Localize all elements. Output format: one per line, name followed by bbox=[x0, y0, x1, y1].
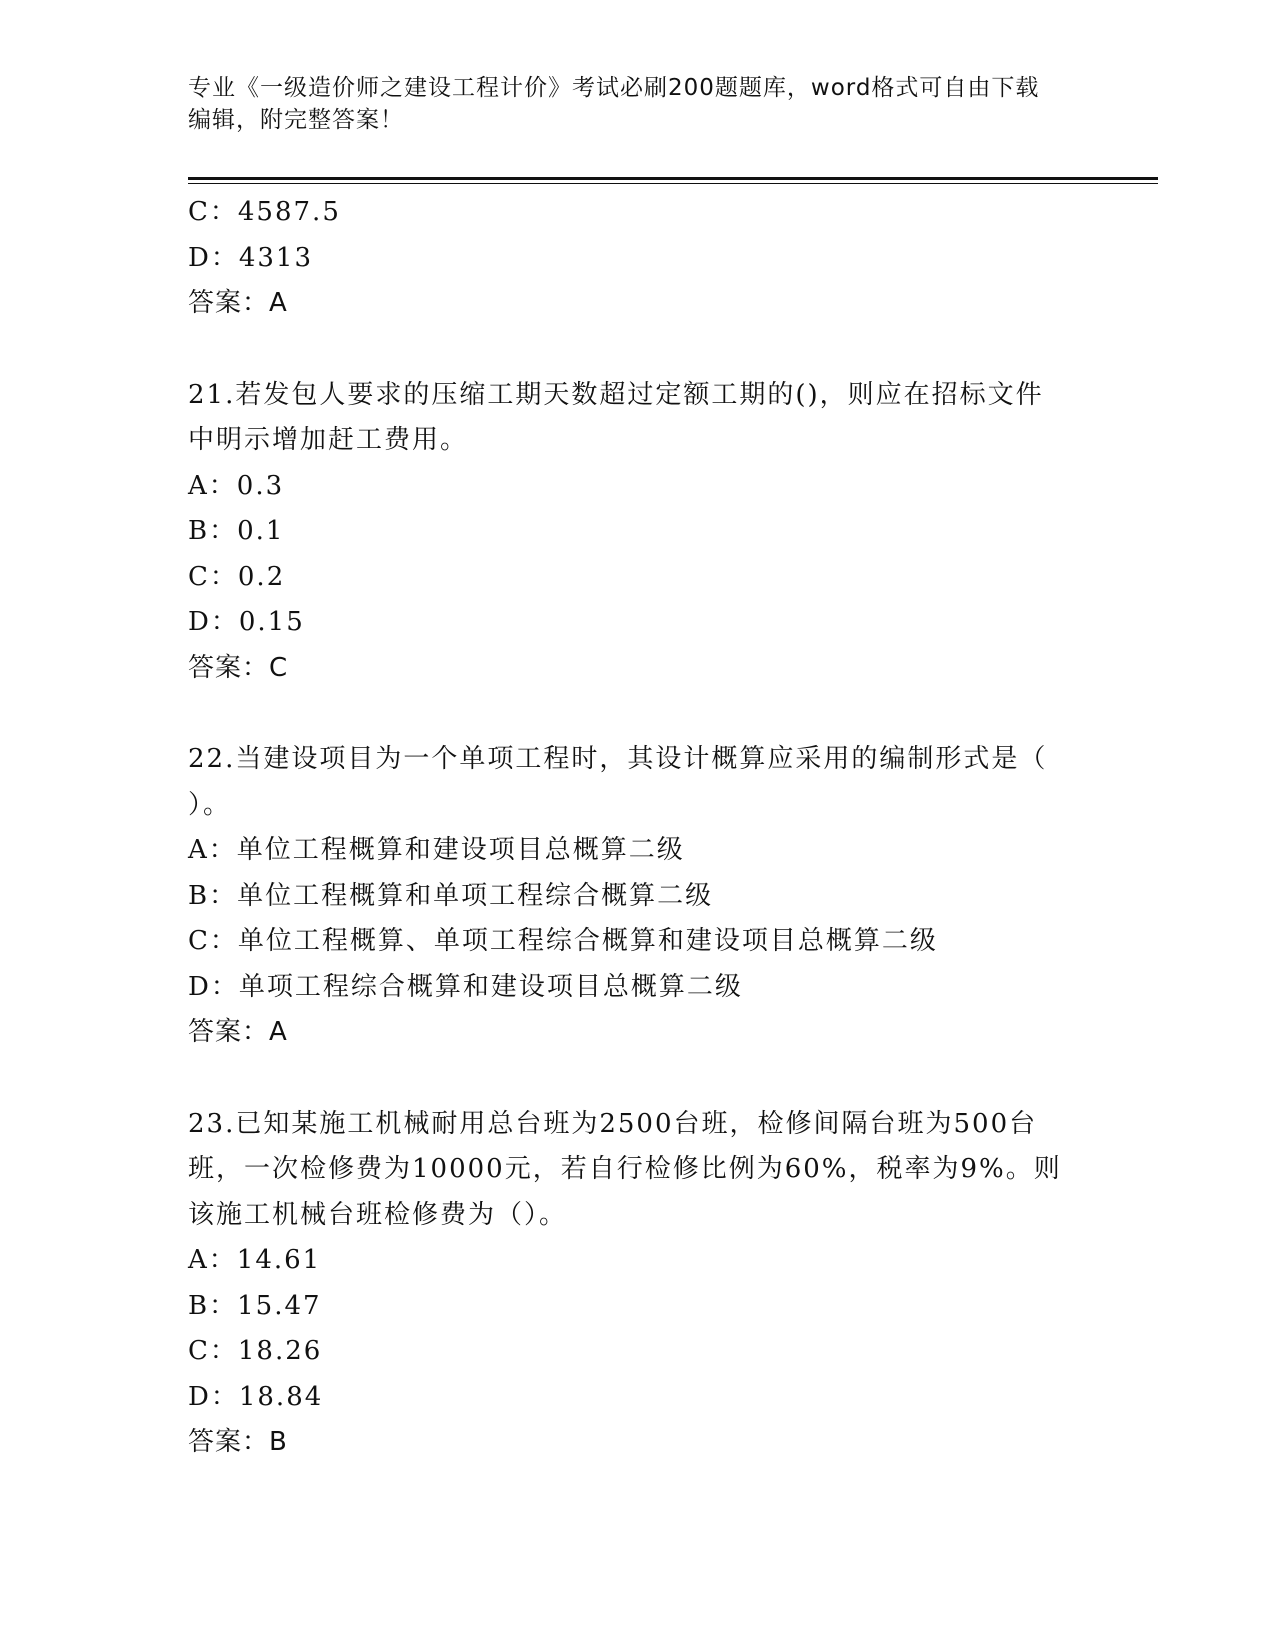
option-b: B：15.47 bbox=[188, 1290, 322, 1321]
option-c: C：0.2 bbox=[188, 561, 286, 592]
option-c: C：18.26 bbox=[188, 1336, 323, 1366]
answer-label: 答案：A bbox=[188, 1017, 288, 1047]
page-header bbox=[188, 72, 1088, 136]
header-title-line-2: 编辑，附完整答案！ bbox=[188, 107, 404, 133]
option-c: C：4587.5 bbox=[188, 197, 341, 227]
option-a: A：单位工程概算和建设项目总概算二级 bbox=[188, 835, 685, 865]
question-20-continued bbox=[188, 190, 1088, 327]
question-stem-line: 中明示增加赶工费用。 bbox=[188, 425, 469, 455]
option-d: D：4313 bbox=[188, 242, 314, 273]
question-stem-line: 该施工机械台班检修费为（）。 bbox=[188, 1199, 568, 1230]
option-d: D：18.84 bbox=[188, 1381, 324, 1412]
question-stem-line: 班，一次检修费为10000元，若自行检修比例为60%，税率为9%。则 bbox=[188, 1154, 1062, 1184]
option-d: D：单项工程综合概算和建设项目总概算二级 bbox=[188, 971, 743, 1002]
answer-label: 答案：B bbox=[188, 1427, 288, 1457]
header-divider-thin bbox=[188, 183, 1158, 184]
answer-label: 答案：C bbox=[188, 652, 289, 683]
question-content bbox=[188, 190, 1088, 1466]
question-stem-line: 22.当建设项目为一个单项工程时，其设计概算应采用的编制形式是（ bbox=[188, 744, 1048, 774]
question-23 bbox=[188, 1102, 1088, 1466]
answer-label: 答案：A bbox=[188, 288, 288, 318]
spacer bbox=[188, 691, 1088, 737]
question-stem-line: 23.已知某施工机械耐用总台班为2500台班，检修间隔台班为500台 bbox=[188, 1108, 1038, 1139]
option-a: A：0.3 bbox=[188, 470, 285, 501]
option-c: C：单位工程概算、单项工程综合概算和建设项目总概算二级 bbox=[188, 926, 938, 956]
option-b: B：单位工程概算和单项工程综合概算二级 bbox=[188, 880, 714, 911]
question-stem-line: 21.若发包人要求的压缩工期天数超过定额工期的()，则应在招标文件 bbox=[188, 379, 1044, 410]
question-stem-line: ）。 bbox=[188, 789, 232, 820]
option-b: B：0.1 bbox=[188, 516, 285, 546]
option-a: A：14.61 bbox=[188, 1245, 322, 1275]
spacer bbox=[188, 327, 1088, 373]
header-divider-thick bbox=[188, 177, 1158, 180]
spacer bbox=[188, 1056, 1088, 1102]
question-21 bbox=[188, 373, 1088, 692]
question-22 bbox=[188, 737, 1088, 1056]
option-d: D：0.15 bbox=[188, 607, 305, 637]
header-title-line-1: 专业《一级造价师之建设工程计价》考试必刷200题题库，word格式可自由下载 bbox=[188, 75, 1040, 101]
